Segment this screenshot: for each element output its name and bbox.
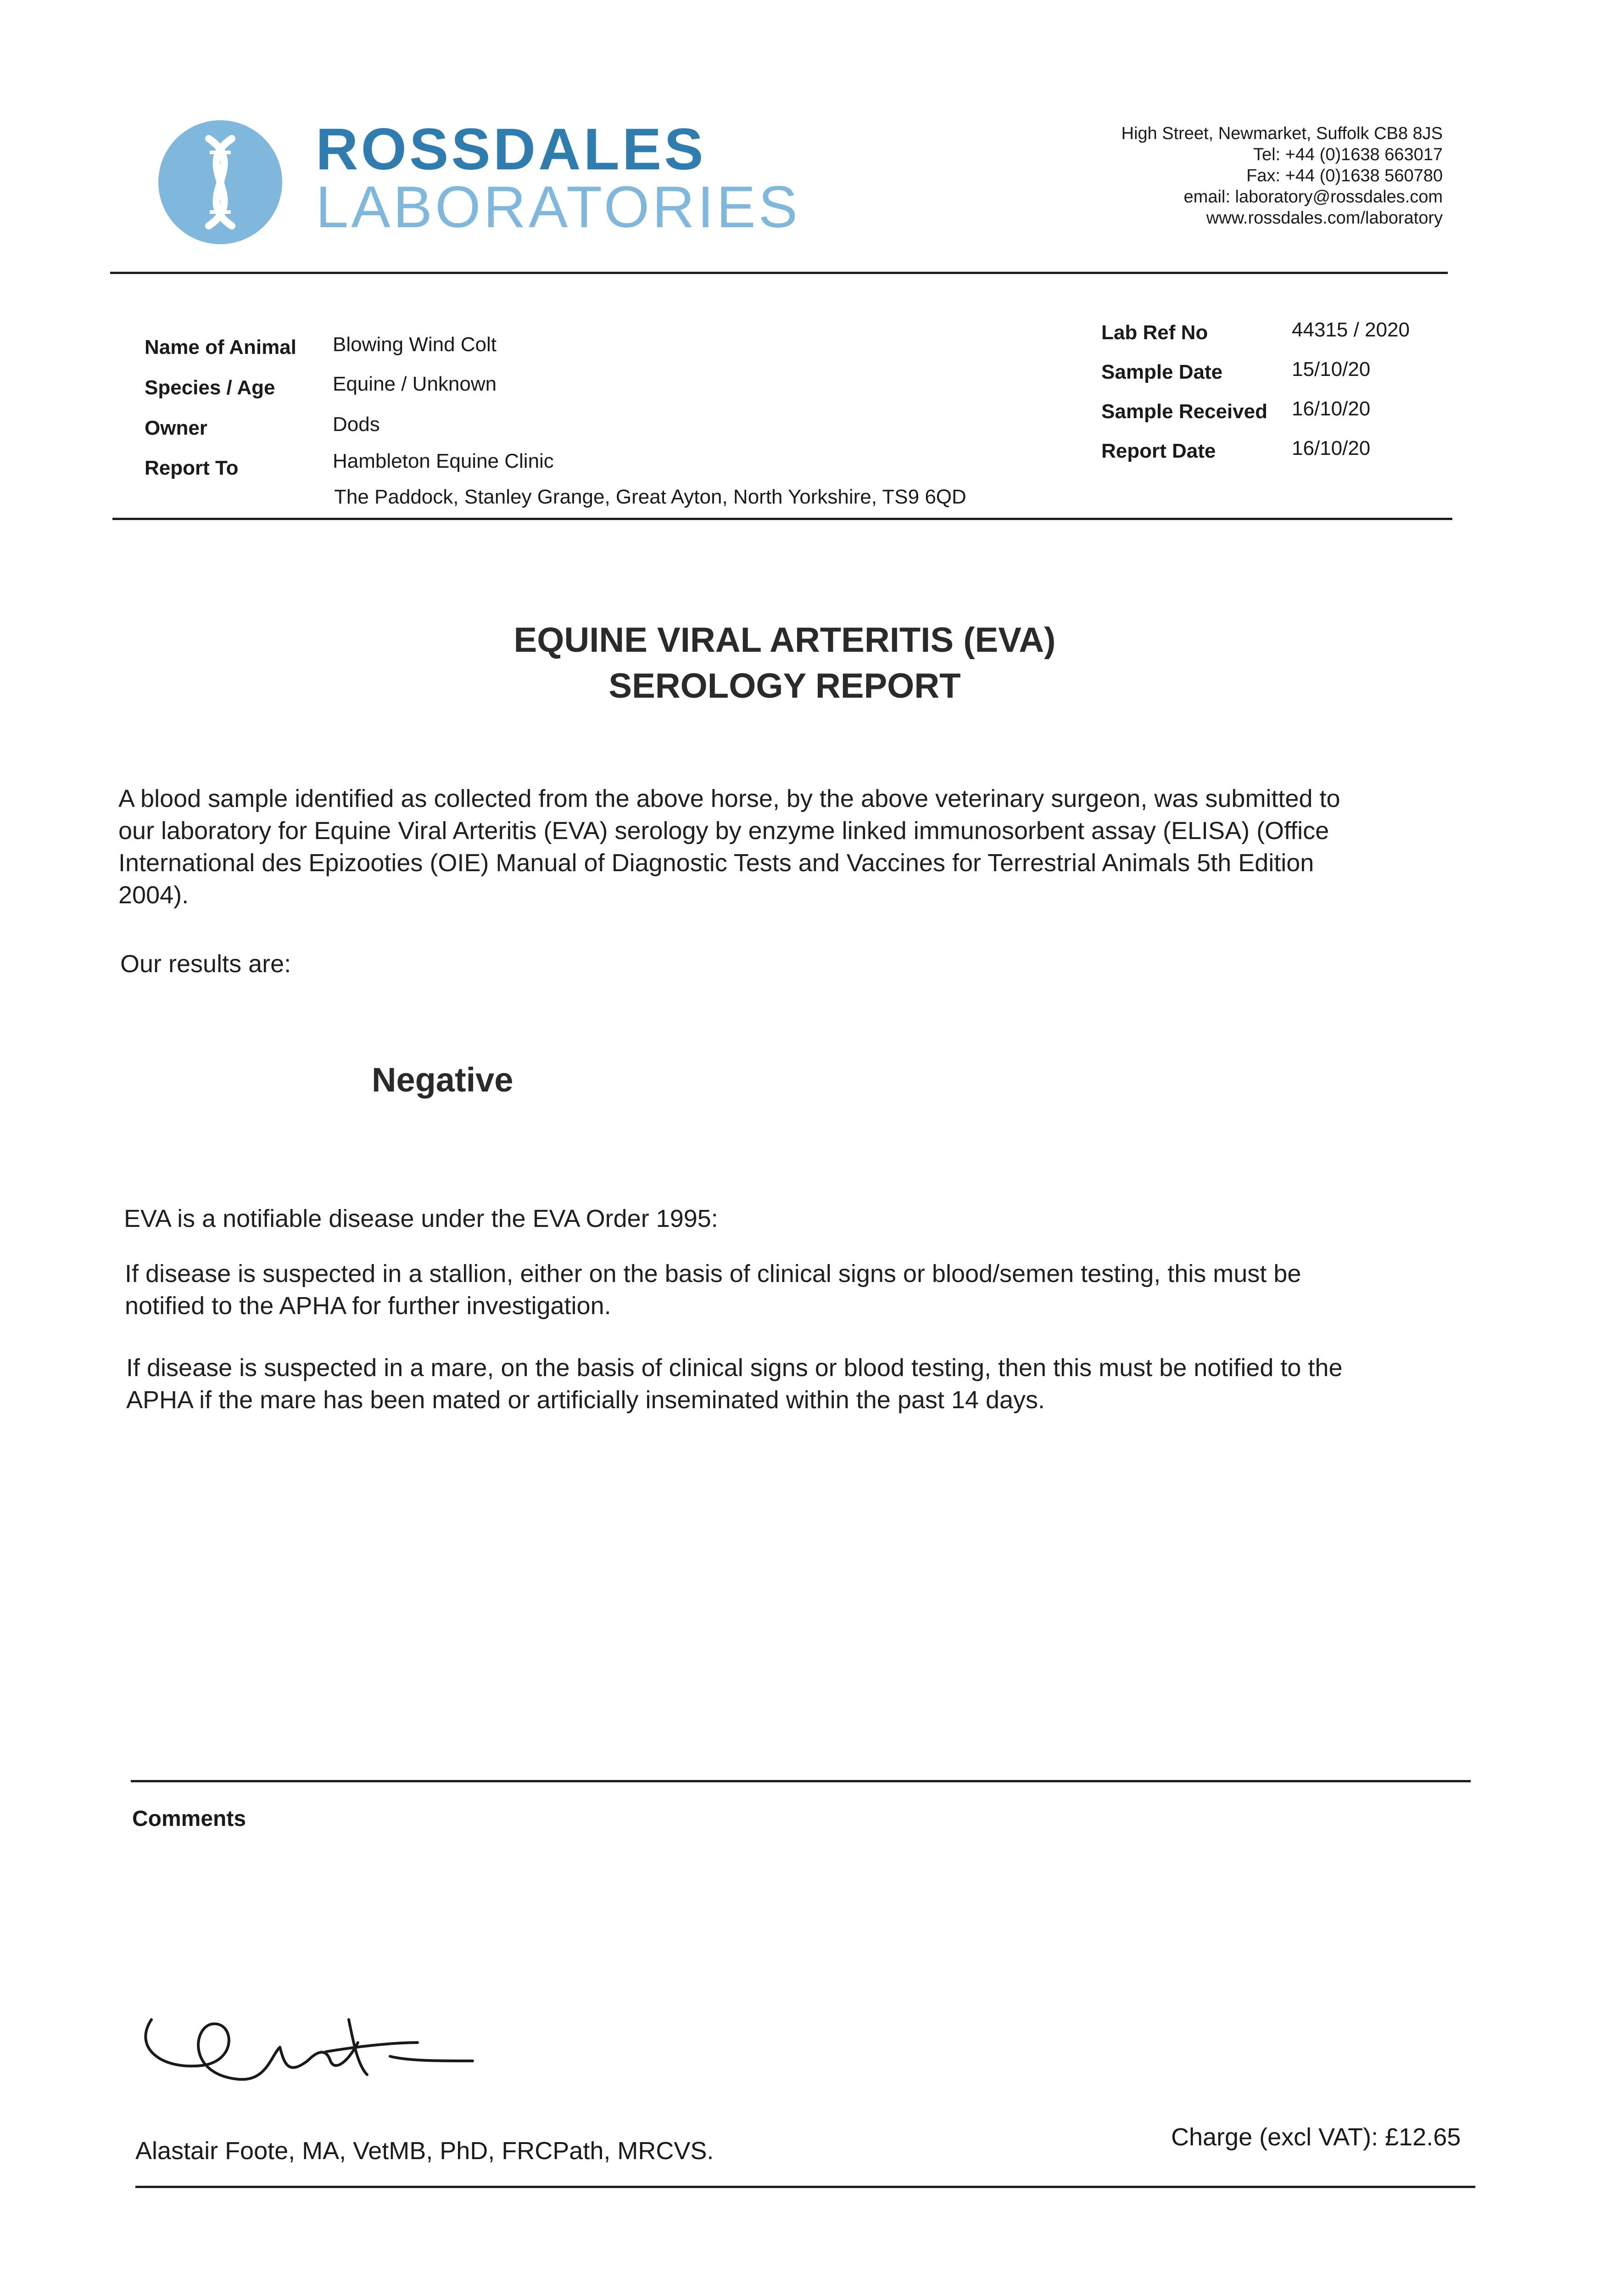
mare-paragraph [126,1352,1342,1416]
label-report-date: Report Date [1101,440,1216,462]
report-title-line-2: SEROLOGY REPORT [608,666,961,705]
value-sample-received: 16/10/20 [1292,397,1371,420]
report-title-line-1: EQUINE VIRAL ARTERITIS (EVA) [513,621,1056,660]
stallion-line: If disease is suspected in a stallion, either on the basis of clinical signs or blood/semen testing, this must be [125,1260,1301,1287]
mare-line: APHA if the mare has been mated or artificially inseminated within the past 14 days. [126,1386,1045,1414]
label-sample-received: Sample Received [1101,400,1267,423]
dna-helix-icon [158,120,282,244]
intro-paragraph [118,783,1340,911]
label-report-to: Report To [145,457,239,479]
value-species-age: Equine / Unknown [333,373,497,395]
intro-line: A blood sample identified as collected from the above horse, by the above veterinary surgeon, was submitted to [118,785,1340,812]
intro-line: our laboratory for Equine Viral Arteritis (EVA) serology by enzyme linked immunosorbent assay (ELISA) (Office [118,817,1329,845]
label-species-age: Species / Age [145,376,275,399]
stallion-line: notified to the APHA for further investigation. [125,1292,611,1320]
address-fax: Fax: +44 (0)1638 560780 [1246,166,1443,185]
label-name-of-animal: Name of Animal [145,336,296,358]
label-owner: Owner [145,417,207,439]
lab-address [1122,123,1443,229]
address-email: email: laboratory@rossdales.com [1183,187,1443,207]
label-lab-ref-no: Lab Ref No [1101,321,1208,344]
value-lab-ref-no: 44315 / 2020 [1292,319,1410,341]
value-report-to: Hambleton Equine Clinic [333,450,554,472]
mare-line: If disease is suspected in a mare, on the basis of clinical signs or blood testing, then this must be notified to the [126,1354,1343,1382]
footer-divider [135,2186,1475,2188]
test-result: Negative [372,1061,513,1099]
value-owner: Dods [333,413,380,436]
value-name-of-animal: Blowing Wind Colt [333,333,497,356]
stallion-paragraph [125,1258,1301,1322]
handwritten-signature [133,1992,500,2114]
signatory-name: Alastair Foote, MA, VetMB, PhD, FRCPath, MRCVS. [135,2137,714,2165]
value-report-to-address: The Paddock, Stanley Grange, Great Ayton, North Yorkshire, TS9 6QD [334,486,966,508]
intro-line: 2004). [118,881,189,909]
intro-line: International des Epizooties (OIE) Manual of Diagnostic Tests and Vaccines for Terrestrial Animals 5th Edition [118,849,1314,877]
charge-amount: Charge (excl VAT): £12.65 [1171,2123,1461,2151]
address-street: High Street, Newmarket, Suffolk CB8 8JS [1121,124,1443,143]
notifiable-statement: EVA is a notifiable disease under the EVA Order 1995: [124,1205,718,1232]
results-intro: Our results are: [120,950,291,978]
logo-text-primary: ROSSDALES [316,117,706,182]
comments-label: Comments [132,1807,246,1831]
comments-divider [131,1780,1471,1782]
value-report-date: 16/10/20 [1292,437,1371,459]
address-tel: Tel: +44 (0)1638 663017 [1253,145,1443,164]
address-website: www.rossdales.com/laboratory [1206,208,1443,228]
details-divider [112,518,1452,520]
value-sample-date: 15/10/20 [1292,358,1371,381]
header-divider [110,272,1448,274]
label-sample-date: Sample Date [1101,361,1223,383]
logo-text-secondary: LABORATORIES [316,174,800,240]
